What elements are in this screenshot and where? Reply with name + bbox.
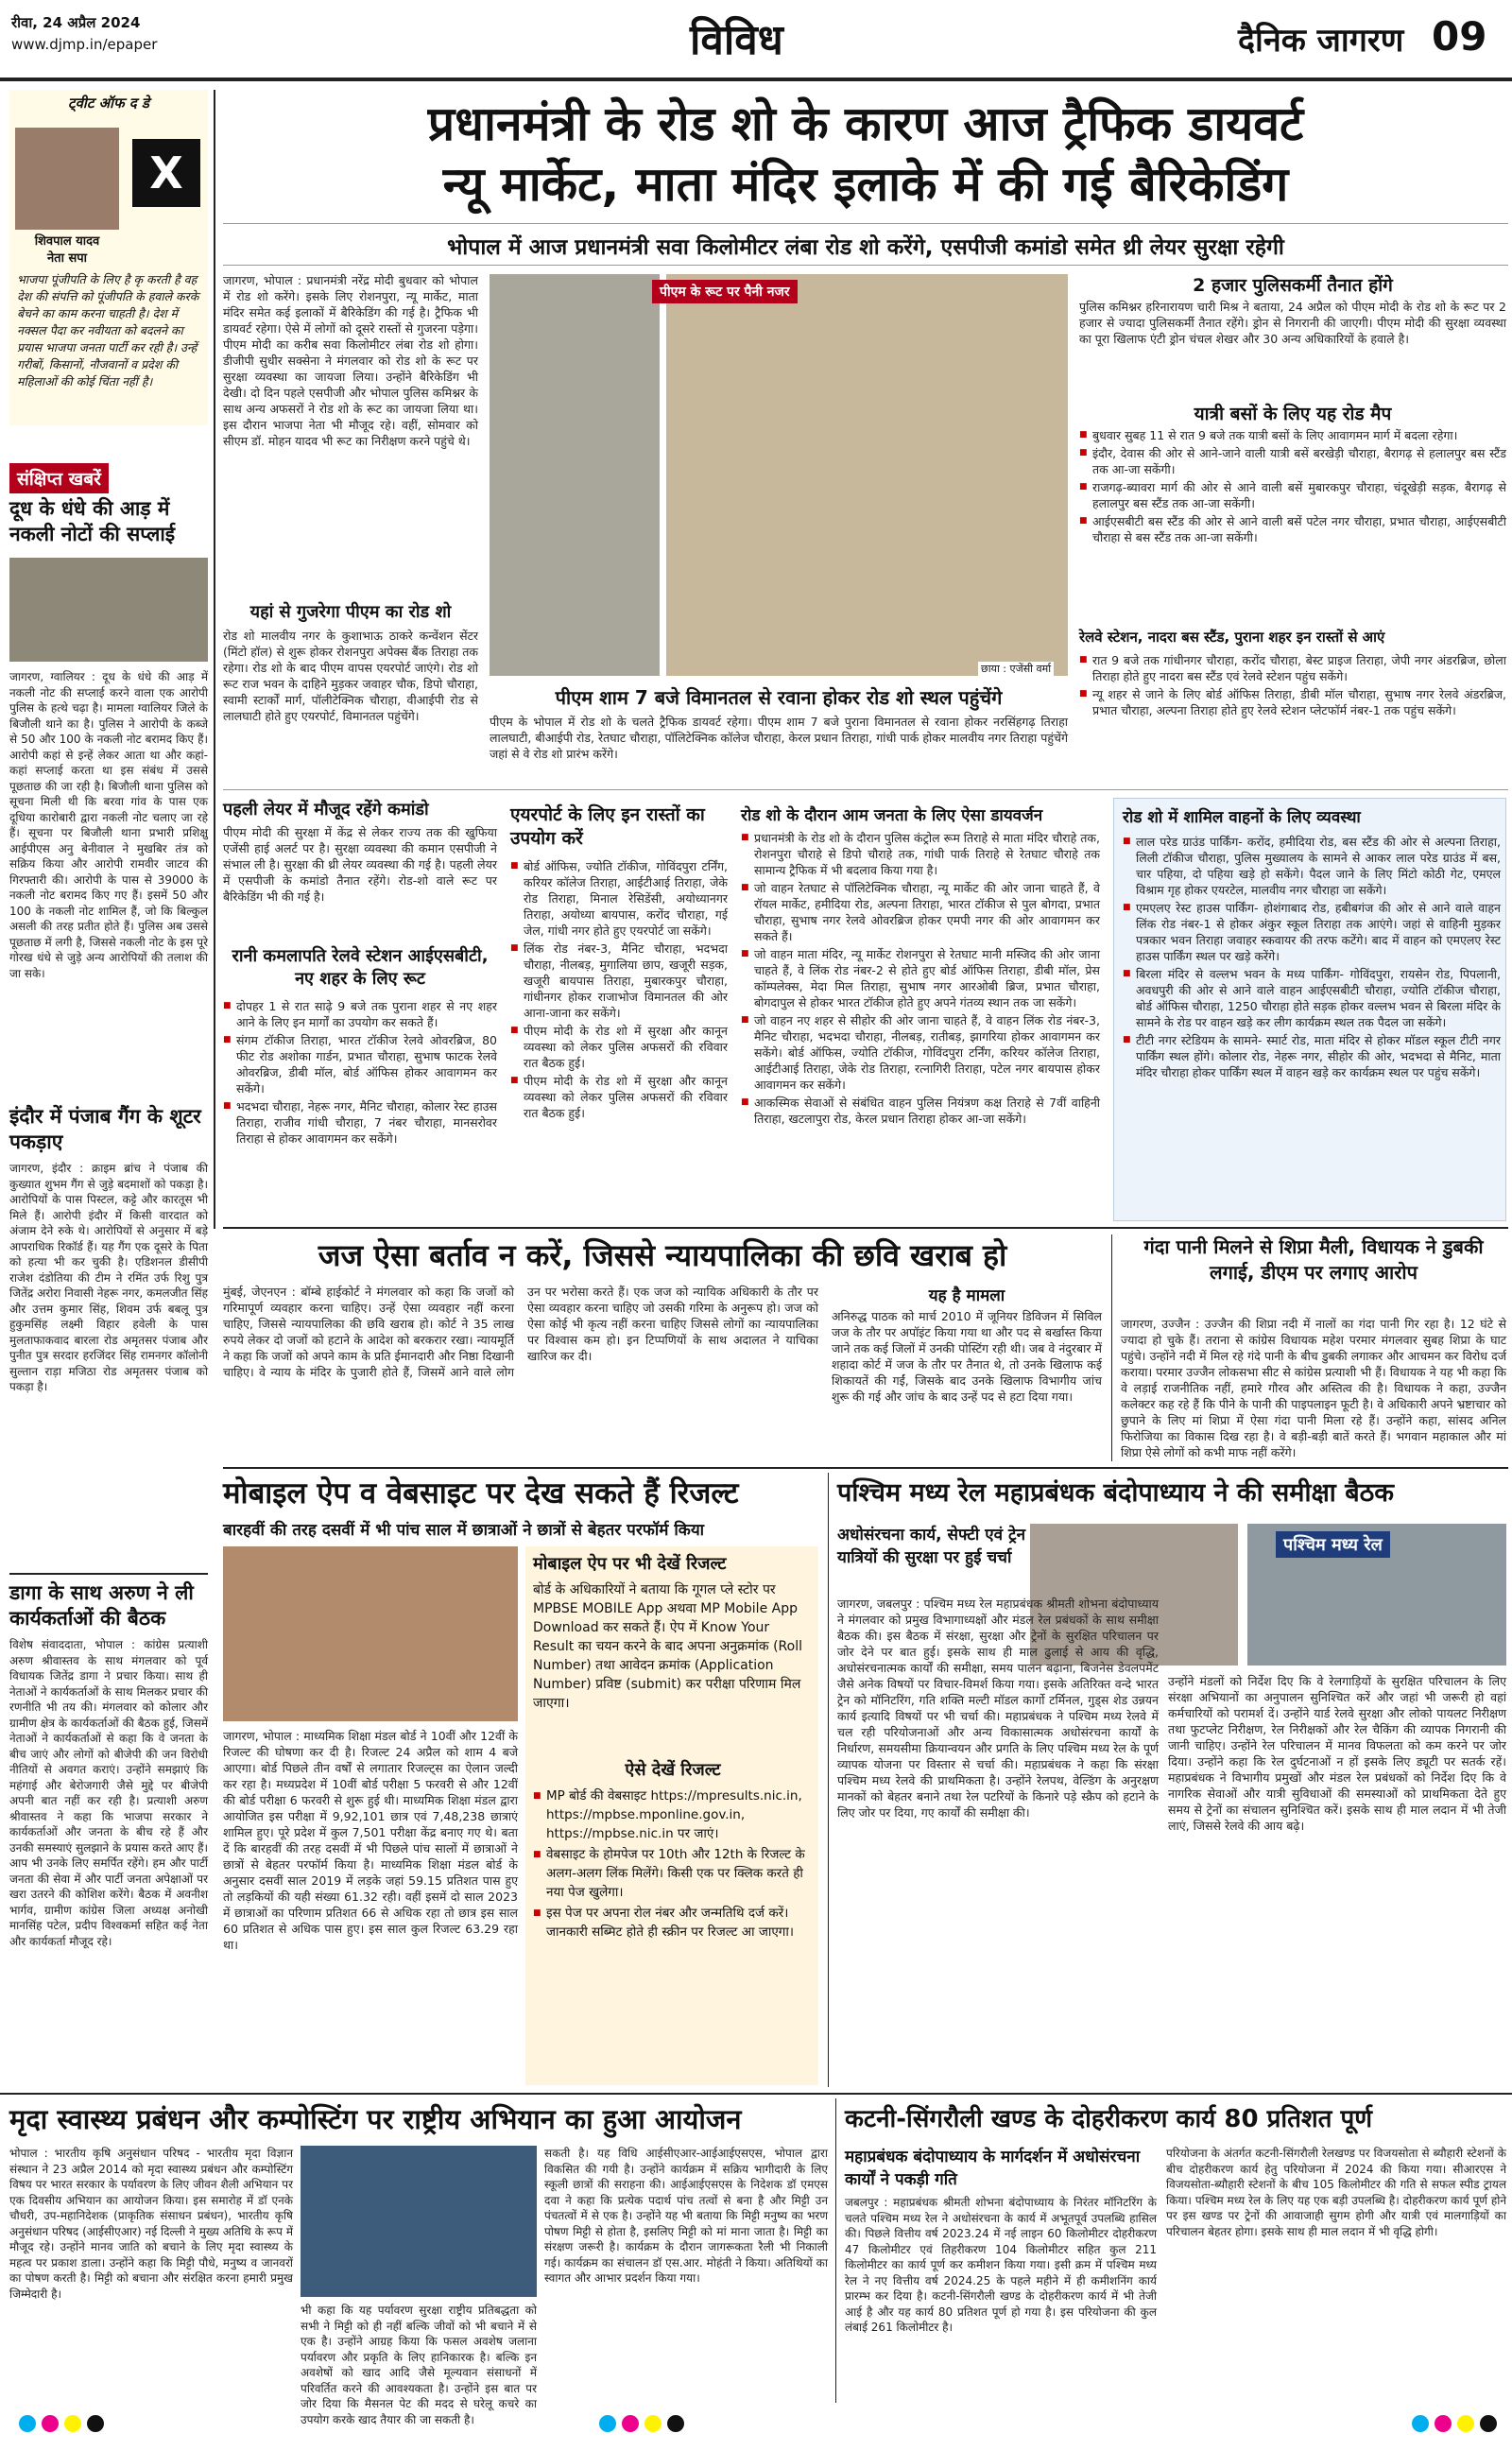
lead-rule xyxy=(223,223,1508,224)
kamla-route-list xyxy=(223,998,497,1217)
vehicle-parking-item: ■ टीटी नगर स्टेडियम के सामने- स्मार्ट रोड, माता मंदिर से होकर मॉडल स्कूल टीटी नगर पार्किंग स्थल होंगे। कोलार रोड, नेहरू नगर, सीहोर की ओर, भदभदा से मैनिट, माता मंदिर चौराहा होकर पार्किंग स्थल में वाहन खड़े कर कार्यक्रम स्थल पर पहुंच सकेंगे। xyxy=(1123,1032,1501,1080)
rail-route-list xyxy=(1079,652,1506,785)
masthead-url[interactable]: www.djmp.in/epaper xyxy=(11,36,158,53)
airport-heading: एयरपोर्ट के लिए इन रास्तों का उपयोग करें xyxy=(510,804,705,849)
vehicle-parking-item: ■ एमएलए रेस्ट हाउस पार्किंग- होशंगाबाद रोड, हबीबगंज की ओर से आने वाले वाहन लिंक रोड नंबर-1 से होकर अंकुर स्कूल तिराहा तक आएंगे। जहां से वाहिनी मुड़कर पत्रकार भवन तिराहा जवाहर स्कवायर की तरफ कटेंगे। बाद में वाहन को एमएलए रेस्ट हाउस पार्किंग स्थल पर खड़े करेंगे। xyxy=(1123,900,1501,964)
lead-col1-body: जागरण, भोपाल : प्रधानमंत्री नरेंद्र मोदी बुधवार को भोपाल में रोड शो करेंगे। इसके लिए रोशनपुरा, न्यू मार्केट, माता मंदिर समेत कई इलाकों में बैरिकेडिंग की गई है। ट्रैफिक भी डायवर्ट रहेगा। ऐसे में लोगों को दूसरे रास्तों से गुजरना पड़ेगा। पीएम मोदी का करीब सवा किलोमीटर लंबा रोड शो होगा। डीजीपी सुधीर सक्सेना ने मंगलवार को रोड शो के रूट पर सुरक्षा व्यवस्था का जायजा लिया। उन्होंने बैरिकेडिंग भी देखी। दो दिन पहले एसपीजी और भोपाल पुलिस कमिश्नर के साथ अन्य अफसरों ने रोड शो के रूट का जायजा लिया था। इस दौरान भाजपा नेता भी मौजूद रहे। वहीं, सोमवार को सीएम डॉ. मोहन यादव भी रूट का निरीक्षण करने पहुंचे थे। xyxy=(223,273,478,448)
section-name: विविध xyxy=(690,16,783,64)
kamla-route-item: ■ भदभदा चौराहा, नेहरू नगर, मैनिट चौराहा, कोलार रेस्ट हाउस तिराहा, राजीव गांधी चौराहा, 7 नंबर चौराहा, मानसरोवर तिराहा से होकर आवागमन कर सकेंगे। xyxy=(223,1098,497,1147)
public-route-item: ■ प्रधानमंत्री के रोड शो के दौरान पुलिस कंट्रोल रूम तिराहे से माता मंदिर चौराहे तक, रोशनपुरा चौराहे से डिपो चौराहे तक, गांधी पार्क तिराहे से रेतघाट चौराहे तक सामान्य ट्रैफिक में भी बदलाव किया गया है। xyxy=(741,830,1100,878)
lead-photo-right xyxy=(666,274,1068,676)
shipra-headline: गंदा पानी मिलने से शिप्रा मैली, विधायक ने डुबकी लगाई, डीएम पर लगाए आरोप xyxy=(1143,1235,1484,1284)
politician-photo xyxy=(15,128,119,230)
route-body: रोड शो मालवीय नगर के कुशाभाऊ ठाकरे कन्वेंशन सेंटर (मिंटो हॉल) से शुरू होकर रोशनपुरा अपेक्स बैंक तिराहा तक रहेगा। रोड शो के बाद पीएम वापस एयरपोर्ट जाएंगे। रोड शो रूट राज भवन के दाहिने मुड़कर जवाहर चौक, डिपो चौराहा, स्वामी स्टार्कों मार्ग, पॉलीटेक्निक चौराहा, वीआईपी रोड से लालघाटी होते हुए एयरपोर्ट, विमानतल पहुंचेंगे। xyxy=(223,629,478,723)
kamla-route-item: ■ संगम टॉकीज तिराहा, भारत टॉकीज रेलवे ओवरब्रिज, 80 फीट रोड अशोका गार्डन, प्रभात चौराहा, सुभाष फाटक रेलवे ओवरब्रिज, डीबी मॉल, बोर्ड ऑफिस होकर आवागमन कर सकेंगे। xyxy=(223,1032,497,1096)
lead-rule-2 xyxy=(223,265,1508,266)
registration-dot xyxy=(64,2415,81,2432)
public-route-list xyxy=(741,830,1100,1217)
masthead-rule xyxy=(0,78,1512,81)
mobile-deck: बारहवीं की तरह दसवीं में भी पांच साल में छात्राओं ने छात्रों से बेहतर परफॉर्म किया xyxy=(223,1521,705,1540)
katni-subhead: महाप्रबंधक बंदोपाध्याय के मार्गदर्शन में अधोसंरचना कार्यों ने पकड़ी गति xyxy=(845,2148,1141,2189)
registration-dot xyxy=(42,2415,59,2432)
tweet-author-role: नेता सपा xyxy=(46,251,88,266)
judiciary-body: मुंबई, जेएनएन : बॉम्बे हाईकोर्ट ने मंगलवार को कहा कि जजों को गरिमापूर्ण व्यवहार करना चाहिए। उन्हें ऐसा व्यवहार नहीं करना चाहिए, जिससे न्यायपालिका की छवि खराब हो। कोर्ट ने 35 लाख रुपये लेकर दो जजों को हटाने के आदेश को बरकरार रखा। न्यायमूर्ति ने कहा कि जजों को अपने काम के प्रति ईमानदारी और निष्ठा दिखानी चाहिए। वे न्याय के मंदिर के पुजारी होते हैं, जिसमें आने वाले लोग उन पर भरोसा करते हैं। एक जज को न्यायिक अधिकारी के तौर पर ऐसा व्यवहार करना चाहिए जो उसकी गरिमा के अनुरूप हो। जज को ऐसा कोई भी कृत्य नहीं करना चाहिए जिससे लोगों का न्यायपालिका पर विश्वास कम हो। इन टिप्पणियों के साथ अदालत ने याचिका खारिज कर दी। xyxy=(223,1285,818,1379)
mobile-rail-divider xyxy=(828,1473,829,2087)
lead-headline-2: न्यू मार्केट, माता मंदिर इलाके में की गई बैरिकेडिंग xyxy=(442,157,1289,212)
tweet-text: भाजपा पूंजीपति के लिए है कृ करती है वह देश की संपत्ति को पूंजीपति के हवाले करके बेचने का काम करना चाहती है। देश में नक्सल पैदा कर नवीयता को बदलने का प्रयास भाजपा जनता पार्टी कर रही है। उन्हें गरीबों, किसानों, नौजवानों व प्रदेश की महिलाओं की कोई चिंता नहीं है। xyxy=(17,272,199,388)
bus-route-item: ■ राजगढ़-ब्यावरा मार्ग की ओर से आने वाली बसें मुबारकपुर चौराहा, चंदूखेड़ी सड़क, बैरागढ़ से हलालपुर बस स्टैंड तक आ-जा सकेंगी। xyxy=(1079,479,1506,511)
lead-photo-left xyxy=(490,274,660,676)
railgm-banner: पश्चिम मध्य रेल xyxy=(1276,1531,1390,1558)
how-to-item: ■ इस पेज पर अपना रोल नंबर और जन्मतिथि दर्ज करें। जानकारी सब्मिट होते ही स्क्रीन पर रिजल्ट आ जाएगा। xyxy=(533,1904,813,1942)
bus-route-list xyxy=(1079,427,1506,622)
x-logo-icon: X xyxy=(132,139,200,207)
layer-heading: पहली लेयर में मौजूद रहेंगे कमांडो xyxy=(223,800,429,820)
brand-name: दैनिक जागरण xyxy=(1238,22,1404,60)
police-heading: 2 हजार पुलिसकर्मी तैनात होंगे xyxy=(1193,275,1393,296)
mid-section-rule xyxy=(223,1467,1508,1469)
airport-route-item: ■ लिंक रोड नंबर-3, मैनिट चौराहा, भदभदा चौराहा, नीलबड़, मुगालिया छाप, खजूरी सड़क, खजूरी बायपास तिराहा, मुबारकपुर चौराहा, गांधीनगर होकर राजाभोज विमानतल की ओर आना-जाना कर सकेंगे। xyxy=(510,941,728,1021)
rail-heading: रेलवे स्टेशन, नादरा बस स्टैंड, पुराना शहर इन रास्तों से आएं xyxy=(1079,629,1385,646)
soil-body-2: भी कहा कि यह पर्यावरण सुरक्षा राष्ट्रीय प्रतिबद्धता को सभी ने मिट्टी को ही नहीं बल्कि जीवों को भी बचाने में से एक है। उन्होंने आग्रह किया कि फसल अवशेष जलाना पर्यावरण और प्रकृति के लिए हानिकारक है। बल्कि इन अवशेषों को खाद आदि जैसे मूल्यवान संसाधनों में परिवर्तित करने की आवश्यकता है। उन्होंने इस बात पर जोर दिया कि मैसनल पेट की मदद से घरेलू कचरे का उपयोग करके खाद तैयार की जा सकती है। xyxy=(301,2304,537,2426)
lower-section-rule xyxy=(0,2093,1512,2095)
bus-route-item: ■ आईएसबीटी बस स्टैंड की ओर से आने वाली बसें पटेल नगर चौराहा, प्रभात चौराहा, आईएसबीटी चौराहा से बस स्टैंड तक आ-जा सकेंगी। xyxy=(1079,513,1506,545)
mobile-headline: मोबाइल ऐप व वेबसाइट पर देख सकते हैं रिजल्ट xyxy=(223,1476,739,1510)
photo-credit: छाया : एजेंसी वर्मा xyxy=(978,662,1054,676)
vehicle-parking-item: ■ लाल परेड ग्राउंड पार्किंग- करोंद, हमीदिया रोड, बस स्टैंड की ओर से अल्पना तिराहा, लिली टॉकीज चौराहा, पुलिस मुख्यालय के सामने से आकर लाल परेड ग्राउंड में बस, चार पहिया, दो पहिया खड़े हो सकेंगे। पैदल जाने के लिए मिंटो कोठी गेट, एमएल विश्राम गृह होकर एयरटेल, मालवीय नगर चौराहा जा सकेंगे। xyxy=(1123,834,1501,898)
fake-notes-photo xyxy=(9,558,208,662)
brief-1-body: जागरण, ग्वालियर : दूध के धंधे की आड़ में नकली नोट की सप्लाई करने वाला एक आरोपी पुलिस के हत्थे चढ़ा है। मामला ग्वालियर जिले के बिजौली थाने का है। पुलिस ने आरोपी के कब्जे से 50 और 100 के नकली नोट बरामद किए हैं। आरोपी कहां से इन्हें लेकर आता था और कहां-कहां सप्लाई करता था इस संबंध में उससे पूछताछ की जा रही है। बिजौली थाना पुलिस को सूचना मिली थी कि बरवा गांव के पास एक दूधिया कारोबारी द्वारा नकली नोट चलाए जा रहे हैं। सूचना पर बिजौली थाना प्रभारी प्रशिक्षु आईपीएस अनु बेनीवाल ने मुखबिर तंत्र को सक्रिय किया और आरोपी रामवीर जाटव की गिरफ्तारी की। आरोपी के पास से 39000 के नकली नोट बरामद किए गए हैं। इसमें 50 और 100 के नकली नोट शामिल हैं, जो कि बिल्कुल असली की तरह प्रतीत होते हैं। पुलिस अब उससे पूछताछ में लगी है, जिससे नकली नोट के इस पूरे गोरख धंधे से जुड़े अन्य आरोपियों की तलाश की जा सके। xyxy=(9,670,208,980)
registration-dot xyxy=(1480,2415,1497,2432)
how-to-list xyxy=(533,1786,813,2080)
vehicle-heading: रोड शो में शामिल वाहनों के लिए व्यवस्था xyxy=(1123,808,1361,827)
vehicle-parking-item: ■ बिरला मंदिर से वल्लभ भवन के मध्य पार्किंग- गोविंदपुरा, रायसेन रोड, पिपलानी, अवधपुरी की ओर से आने वाले वाहन आईएसबीटी चौराहा, ज्योति टॉकीज चौराहा, बोर्ड ऑफिस चौराहा, 1250 चौराहा होते सड़क होकर वल्लभ भवन से बिरला मंदिर के सामने के रोड पर वाहन खड़े कर लीग कार्यक्रम स्थल तक पैदल जा सकेंगे। xyxy=(1123,966,1501,1030)
registration-dot xyxy=(667,2415,684,2432)
bus-heading: यात्री बसों के लिए यह रोड मैप xyxy=(1194,404,1392,424)
soil-body-3: सकती है। यह विधि आईसीएआर-आईआईएसएस, भोपाल द्वारा विकसित की गयी है। उन्होंने कार्यक्रम में सक्रिय भागीदारी के लिए स्कूली छात्रों की सराहना की। आईआईएसएस के निदेशक डॉ एमएस दवा ने कहा कि प्रत्येक पदार्थ पांच तत्वों से बना है और मिट्टी उन पंचतत्वों में से एक है। उन्होंने यह भी बताया कि मिट्टी मनुष्य का भरण पोषण मिट्टी से होता है, इसलिए मिट्टी को मां माना जाता है। मिट्टी का संरक्षण जरूरी है। कार्यक्रम के दौरान जागरूकता रैली भी निकाली गई। कार्यक्रम का संचालन डॉ एस.आर. मोहंती ने किया। अतिथियों का स्वागत और आभार प्रदर्शन किया गया। xyxy=(544,2147,828,2285)
katni-body-2: परियोजना के अंतर्गत कटनी-सिंगरौली रेलखण्ड पर विजयसोता से ब्यौहारी स्टेशनों के बीच दोहरीकरण कार्य हेतु परियोजना में 2024 की किया गया। सीआरएस ने विजयसोता-ब्यौहारी स्टेशनों के बीच 105 किलोमीटर की गति से सफल स्पीड ट्रायल किया। पश्चिम मध्य रेल के लिए यह एक बड़ी उपलब्धि है। दोहरीकरण कार्य पूर्ण होने पर इस खण्ड पर ट्रेनों की आवाजाही सुगम होगी और यात्री एवं मालगाड़ियों का परिचालन बेहतर होगा। इसके साथ ही माल लदान में भी वृद्धि होगी। xyxy=(1166,2147,1506,2238)
layer-body: पीएम मोदी की सुरक्षा में केंद्र से लेकर राज्य तक की खुफिया एजेंसी हाई अलर्ट पर है। सुरक्षा व्यवस्था की कमान एसपीजी ने संभाल ली है। सुरक्षा की थ्री लेयर व्यवस्था की गई है। पहली लेयर में एसपीजी के कमांडो तैनात रहेंगे। रोड-शो वाले रूट पर बैरिकेडिंग भी की गई है। xyxy=(223,825,497,904)
registration-dot xyxy=(1457,2415,1474,2432)
brief-1-title: दूध के धंधे की आड़ में नकली नोटों की सप्लाई xyxy=(9,497,176,545)
registration-dot xyxy=(644,2415,662,2432)
kamla-heading: रानी कमलापति रेलवे स्टेशन आईएसबीटी, नए शहर के लिए रूट xyxy=(232,946,489,989)
public-route-item: ■ जो वाहन नए शहर से सीहोर की ओर जाना चाहते हैं, वे वाहन लिंक रोड नंबर-3, मैनिट चौराहा, भदभदा चौराहा, नीलबड़, रातीबड़, झागरिया होकर आवागमन कर सकेंगे। बोर्ड ऑफिस, ज्योति टॉकीज, गोविंदपुरा टर्निंग, करियर कॉलेज तिराहा, आईटीआई तिराहा, जेके रोड तिराहा, रत्नागिरी तिराहा, पटेल नगर बायपास होकर आवागमन कर सकेंगे। xyxy=(741,1012,1100,1093)
route-heading: यहां से गुजरेगा पीएम का रोड शो xyxy=(249,602,452,622)
soil-headline: मृदा स्वास्थ्य प्रबंधन और कम्पोस्टिंग पर राष्ट्रीय अभियान का हुआ आयोजन xyxy=(9,2103,742,2135)
registration-dot xyxy=(1412,2415,1429,2432)
brief-label: संक्षिप्त खबरें xyxy=(9,463,109,493)
page-masthead xyxy=(0,0,1512,78)
registration-dot xyxy=(1435,2415,1452,2432)
mobile-box-heading: मोबाइल ऐप पर भी देखें रिजल्ट xyxy=(533,1554,727,1574)
registration-dot xyxy=(599,2415,616,2432)
mobile-body: जागरण, भोपाल : माध्यमिक शिक्षा मंडल बोर्ड ने 10वीं और 12वीं के रिजल्ट की घोषणा कर दी है। रिजल्ट 24 अप्रैल को शाम 4 बजे आएगा। बोर्ड पिछले तीन वर्षों से लगातार रिजल्ट्स का ऐलान जल्दी कर रहा है। मध्यप्रदेश में 10वीं बोर्ड परीक्षा 5 फरवरी से और 12वीं की बोर्ड परीक्षा 6 फरवरी से शुरू हुई थी। माध्यमिक शिक्षा मंडल द्वारा आयोजित इस परीक्षा में 9,92,101 छात्र एवं 7,48,238 छात्राएं शामिल हुए। पूरे प्रदेश में कुल 7,501 परीक्षा केंद्र बनाए गए थे। बता दें कि बारहवीं की तरह दसवीं में भी पिछले पांच सालों में छात्राओं ने छात्रों से बेहतर परफॉर्म किया है। माध्यमिक शिक्षा मंडल बोर्ड के अनुसार दसवीं साल 2019 में लड़के जहां 59.15 प्रतिशत पास हुए तो लड़कियों की यही संख्या 61.32 रही। वहीं इसमें दो साल 2023 में छात्राओं का परिणाम प्रतिशत 66 से अधिक रहा तो छात्र इस साल 60 प्रतिशत से अधिक पास हुए। इस साल कुल रिजल्ट 63.29 रहा था। xyxy=(223,1729,518,1952)
registration-dot xyxy=(19,2415,36,2432)
bus-route-item: ■ इंदौर, देवास की ओर से आने-जाने वाली यात्री बसें बरखेड़ी चौराहा, बैरागढ़ से हलालपुर बस स्टैंड तक आ-जा सकेंगी। xyxy=(1079,445,1506,477)
police-body: पुलिस कमिश्नर हरिनारायण चारी मिश्र ने बताया, 24 अप्रैल को पीएम मोदी के रोड शो के रूट पर 2 हजार से ज्यादा पुलिसकर्मी तैनात रहेंगे। ड्रोन से निगरानी की जाएगी। पीएम मोदी की सुरक्षा व्यवस्था का पूरा खिलाफ एंटी ड्रोन चंचल शेखर और 30 अन्य अधिकारियों के हवाले है। xyxy=(1079,300,1506,346)
brief-2-title: इंदौर में पंजाब गैंग के शूटर पकड़ाए xyxy=(9,1105,201,1153)
judiciary-sub-body: अनिरुद्ध पाठक को मार्च 2010 में जूनियर डिविजन में सिविल जज के तौर पर अपॉइंट किया गया था और पद से बर्खास्त किया जाने तक कई जिलों में उनकी पोस्टिंग रही थी। जब वे नंदुरबार में शहादा कोर्ट में जज के तौर पर तैनात थे, तो उनके खिलाफ कई शिकायतें की गईं, जिसके बाद उनके खिलाफ विभागीय जांच शुरू की गई और जांच के बाद उन्हें पद से हटा दिया गया। xyxy=(832,1309,1102,1404)
public-route-item: ■ आकस्मिक सेवाओं से संबंधित वाहन पुलिस नियंत्रण कक्ष तिराहे से 7वीं वाहिनी तिराहा, खटलापुरा रोड, केरल प्रधान तिराहा होकर आ-जा सकेंगे। xyxy=(741,1095,1100,1127)
registration-dot xyxy=(87,2415,104,2432)
bus-route-item: ■ बुधवार सुबह 11 से रात 9 बजे तक यात्री बसों के लिए आवागमन मार्ग में बदला रहेगा। xyxy=(1079,427,1506,443)
public-heading: रोड शो के दौरान आम जनता के लिए ऐसा डायवर्जन xyxy=(741,806,1043,825)
public-route-item: ■ जो वाहन रेतघाट से पॉलिटेक्निक चौराहा, न्यू मार्केट की ओर जाना चाहते हैं, वे रॉयल मार्केट, हमीदिया रोड, अल्पना तिराहा, भारत टॉकीज से पुल बोगदा, प्रभात चौराहा, सुभाष नगर रेलवे ओवरब्रिज होकर एमपी नगर की ओर आवागमन कर सकते हैं। xyxy=(741,880,1100,944)
railgm-body-2: उन्होंने मंडलों को निर्देश दिए कि वे रेलगाड़ियों के सुरक्षित परिचालन के लिए संरक्षा अभियानों का अनुपालन सुनिश्चित करें और जहां भी जरूरी हो वहां कर्मचारियों को परामर्श दें। उन्होंने यार्ड रेलवे सुरक्षा और लोको पायलट निरीक्षण तथा फुटप्लेट निरीक्षण, रेल निरीक्षकों और रेल चैकिंग की व्यापक निगरानी की जानी चाहिए। उन्होंने रेल परिचालन में मानव विफलता को कम करने पर जोर दिया। उन्होंने कहा कि रेल दुर्घटनाओं न हों इसके लिए ड्यूटी पर सतर्क रहें। महाप्रबंधक ने विभागीय प्रमुखों और मंडल रेल प्रबंधकों को निर्देश दिए कि वे नागरिक सेवाओं और यात्री सुविधाओं की समस्याओं को प्राथमिकता देते हुए समय से ट्रेनों का संचालन सुनिश्चित करें। इसके साथ ही माल लदान में भी तेजी लाएं, जिससे रेलवे की आय बढ़े। xyxy=(1168,1674,1506,1833)
masthead-date: रीवा, 24 अप्रैल 2024 xyxy=(11,14,141,31)
photo-tag: पीएम के रूट पर पैनी नजर xyxy=(652,280,798,303)
judiciary-headline: जज ऐसा बर्ताव न करें, जिससे न्यायपालिका की छवि खराब हो xyxy=(318,1237,1007,1273)
registration-dot xyxy=(622,2415,639,2432)
katni-headline: कटनी-सिंगरौली खण्ड के दोहरीकरण कार्य 80 प्रतिशत पूर्ण xyxy=(845,2105,1373,2133)
tweet-box xyxy=(9,90,208,425)
board-building-photo xyxy=(223,1546,518,1721)
how-to-item: ■ MP बोर्ड की वेबसाइट https://mpresults.nic.in, https://mpbse.mponline.gov.in, https://mpbse.nic.in पर जाएं। xyxy=(533,1786,813,1843)
soil-event-photo xyxy=(301,2146,537,2297)
shipra-body: जागरण, उज्जैन : उज्जैन की शिप्रा नदी में नालों का गंदा पानी गिर रहा है। 12 घंटे से ज्यादा हो चुके हैं। तराना से कांग्रेस विधायक महेश परमार मंगलवार सुबह शिप्रा के घाट पहुंचे। उन्होंने नदी में मिल रहे गंदे पानी के बीच डुबकी लगाकर और आचमन कर विरोध दर्ज कराया। परमार उज्जैन लोकसभा सीट से कांग्रेस प्रत्याशी भी हैं। विधायक ने यह भी कहा कि वे लड़ाई राजनीतिक नहीं, हमारे गौरव और अस्तित्व की है। विधायक ने कहा, उज्जैन कलेक्टर कह रहे हैं कि पीने के पानी की पाइपलाइन फूटी है। वे अधिकारी अपने भ्रष्टाचार को छुपाने के लिए मां शिप्रा में ऐसा गंदा पानी मिला रहे हैं। उन्होंने कहा, सांसद अनिल फिरोजिया का विकास दिख रहा है। वे बड़ी-बड़ी बातें करते हैं। भगवान महाकाल और मां शिप्रा ऐसे लोगों को कभी माफ नहीं करेंगे। xyxy=(1121,1317,1506,1459)
lead-deck: भोपाल में आज प्रधानमंत्री सवा किलोमीटर लंबा रोड शो करेंगे, एसपीजी कमांडो समेत थ्री लेयर सुरक्षा रहेगी xyxy=(447,235,1284,260)
airport-route-item: ■ पीएम मोदी के रोड शो में सुरक्षा और कानून व्यवस्था को लेकर पुलिस अफसरों की रविवार रात बैठक हुई। xyxy=(510,1023,728,1071)
lead-bottom-rule xyxy=(223,1227,1508,1229)
public-route-item: ■ जो वाहन माता मंदिर, न्यू मार्केट रोशनपुरा से रेतघाट मानी मस्जिद की ओर जाना चाहते हैं, वे लिंक रोड नंबर-2 से होते हुए बोर्ड ऑफिस तिराहा, डीबी मॉल, प्रेस कॉम्पलेक्स, मेदा मिल तिराहा, सुभाष नगर आरओबी ब्रिज, प्रभात चौराहा, बोगदापुल से होकर भारत टॉकीज होते हुए अपने गंतव्य स्थान तक जा सकेंगे। xyxy=(741,946,1100,1010)
left-column-divider xyxy=(214,90,215,1229)
lead-mid-rule xyxy=(223,789,1508,790)
railgm-body: जागरण, जबलपुर : पश्चिम मध्य रेल महाप्रबंधक श्रीमती शोभना बंदोपाध्याय ने मंगलवार को प्रमुख विभागाध्यक्षों और मंडल रेल प्रबंधकों के साथ समीक्षा बैठक की। इस बैठक में संरक्षा, सुरक्षा और ट्रेनों के सुरक्षित परिचालन पर जोर देने पर बात हुई। इसके साथ ही माल ढुलाई से आय की वृद्धि, अधोसंरचनात्मक कार्यों की समीक्षा, समय पालन बढ़ाना, बिजनेस डेवलपमेंट जैसे अनेक विषयों पर विचार-विमर्श किया गया। इसके अतिरिक्त वन्दे भारत ट्रेन को मॉनिटरिंग, गति शक्ति मल्टी मॉडल कार्गो टर्मिनल, गुड्स शेड उन्नयन कार्य इत्यादि विषयों पर भी चर्चा की। महाप्रबंधक ने पश्चिम मध्य रेलवे में चल रही परियोजनाओं और अन्य विकासात्मक अधोसंरचना कार्यों के निर्धारण, समयसीमा क्रियान्वयन और प्रगति के लिए पश्चिम मध्य रेल के पूर्ण व्यापक योजना पर विस्तार से चर्चा की। महाप्रबंधक ने कहा कि संरक्षा पश्चिम मध्य रेलवे की प्राथमिकता है। उन्होंने रेलपथ, वेल्डिंग के अनुरक्षण मानकों को बेहतर बनाने तथा रेल पटरियों के किनारे पड़े स्क्रैप को हटाने के लिए जोर पर दिया, गए कार्यों की समीक्षा की। xyxy=(837,1597,1159,1820)
rail-route-item: ■ न्यू शहर से जाने के लिए बोर्ड ऑफिस तिराहा, डीबी मॉल चौराहा, सुभाष नगर रेलवे अंडरब्रिज, प्रभात चौराहा, अल्पना तिराहा होते हुए रेलवे स्टेशन प्लेटफॉर्म नंबर-1 तक पहुंच सकेंगे। xyxy=(1079,686,1506,718)
mobile-box-body: बोर्ड के अधिकारियों ने बताया कि गूगल प्ले स्टोर पर MPBSE MOBILE App अथवा MP Mobile App Download कर सकते हैं। ऐप में Know Your Result का चयन करने के बाद अपना अनुक्रमांक (Roll Number) तथा आवेदन क्रमांक (Application Number) प्रविष्ट (submit) कर परीक्षा परिणाम मिल जाएगा। xyxy=(533,1582,802,1711)
page-number: 09 xyxy=(1432,13,1487,60)
railgm-subhead: अधोसंरचना कार्य, सेफ्टी एवं ट्रेन यात्रियों की सुरक्षा पर हुई चर्चा xyxy=(837,1526,1026,1567)
railgm-headline: पश्चिम मध्य रेल महाप्रबंधक बंदोपाध्याय ने की समीक्षा बैठक xyxy=(837,1478,1395,1508)
rail-route-item: ■ रात 9 बजे तक गांधीनगर चौराहा, करोंद चौराहा, बेस्ट प्राइज तिराहा, जेपी नगर अंडरब्रिज, छोला तिराहा होते हुए नादरा बस स्टैंड एवं रेलवे स्टेशन पहुंच सकेंगे। xyxy=(1079,652,1506,684)
lead-headline-1: प्रधानमंत्री के रोड शो के कारण आज ट्रैफिक डायवर्ट xyxy=(427,96,1304,151)
tweet-heading: ट्वीट ऑफ द डे xyxy=(68,95,149,112)
tweet-author-name: शिवपाल यादव xyxy=(34,234,100,249)
soil-body: भोपाल : भारतीय कृषि अनुसंधान परिषद - भारतीय मृदा विज्ञान संस्थान ने 23 अप्रैल 2014 को मृदा स्वास्थ्य प्रबंधन और कम्पोस्टिंग विषय पर भारत सरकार के पर्यावरण के लिए जीवन शैली अभियान पर एक दिवसीय अभियान का आयोजन किया। इस समारोह में डॉ एनके चौधरी, उप-महानिदेशक (प्राकृतिक संसाधन प्रबंधन), भारतीय कृषि अनुसंधान परिषद (आईसीएआर) नई दिल्ली ने मुख्य अतिथि के रूप में मौजूद रहे। उन्होंने मानव जाति को बचाने के लिए मृदा स्वास्थ्य के महत्व पर प्रकाश डाला। उन्होंने कहा कि मिट्टी पौधे, मनुष्य व जानवरों का पोषण करती है। मिट्टी को बचाना और संरक्षित करना हमारी प्रमुख जिम्मेदारी है। xyxy=(9,2147,293,2301)
photo-caption: पीएम शाम 7 बजे विमानतल से रवाना होकर रोड शो स्थल पहुंचेंगे xyxy=(555,686,1003,709)
soil-katni-divider xyxy=(835,2098,836,2403)
airport-route-item: ■ पीएम मोदी के रोड शो में सुरक्षा और कानून व्यवस्था को लेकर पुलिस अफसरों की रविवार रात बैठक हुई। xyxy=(510,1073,728,1121)
photo-caption-body: पीएम के भोपाल में रोड शो के चलते ट्रैफिक डायवर्ट रहेगा। पीएम शाम 7 बजे पुराना विमानतल से रवाना होकर नरसिंहगढ़ तिराहा लालघाटी, बीआईपी रोड, रेतघाट चौराहा, पॉलिटेक्निक कॉलेज चौराहा, केरल प्रधान तिराहा, गांधी पार्क होकर मालवीय नगर तिराहा पहुंचेंगे जहां से वे रोड शो प्रारंभ करेंगे। xyxy=(490,715,1068,761)
judiciary-subhead: यह है मामला xyxy=(928,1286,1005,1305)
how-to-item: ■ वेबसाइट के होमपेज पर 10th और 12th के रिजल्ट के अलग-अलग लिंक मिलेंगे। किसी एक पर क्लिक करते ही नया पेज खुलेगा। xyxy=(533,1845,813,1902)
vehicle-parking-list xyxy=(1123,834,1501,1216)
brief-divider xyxy=(9,1573,208,1575)
brief-3-title: डागा के साथ अरुण ने ली कार्यकर्ताओं की बैठक xyxy=(9,1581,194,1630)
airport-route-list xyxy=(510,858,728,1217)
kamla-route-item: ■ दोपहर 1 से रात साढ़े 9 बजे तक पुराना शहर से नए शहर आने के लिए इन मार्गों का उपयोग कर सकते हैं। xyxy=(223,998,497,1030)
brief-3-body: विशेष संवाददाता, भोपाल : कांग्रेस प्रत्याशी अरुण श्रीवास्तव के साथ मंगलवार को पूर्व विधायक जितेंद्र डागा ने प्रचार किया। साथ ही नेताओं ने कार्यकर्ताओं के साथ मिलकर प्रचार की रणनीति भी तय की। मंगलवार को कोलार और ग्रामीण क्षेत्र के कार्यकर्ताओं की बैठक हुई, जिसमें नेताओं ने कार्यकर्ताओं से कहा कि वे जनता के बीच जाएं और लोगों को बीजेपी की जन विरोधी नीतियों से अवगत कराएं। उन्होंने समझाएं कि महंगाई और बेरोजगारी जैसे मुद्दे पर बीजेपी अपनी बात नहीं कर रही है। प्रत्याशी अरुण श्रीवास्तव ने कहा कि भाजपा सरकार ने कार्यकर्ताओं और जनता के बीच रहे हैं और उनकी समस्याएं सुलझाने के प्रयास करते आए हैं। आप भी उनके लिए समर्पित रहेंगे। हम और पार्टी जनता की सेवा में और पार्टी जनता अपेक्षाओं पर खरा उतरने की कोशिश करेंगे। बैठक में अवनीश भार्गव, ग्रामीण कांग्रेस जिला अध्यक्ष अनोखी मानसिंह पटेल, प्रदीप विश्वकर्मा सहित कई नेता और कार्यकर्ता मौजूद रहे। xyxy=(9,1638,208,1948)
brief-2-body: जागरण, इंदौर : क्राइम ब्रांच ने पंजाब की कुख्यात शुभम गैंग से जुड़े बदमाशों को पकड़ा है। आरोपियों के पास पिस्टल, कट्टे और कारतूस भी मिले हैं। आरोपी इंदौर में किसी वारदात को अंजाम देने रुके थे। आरोपियों से अनुसार में बड़े आपराधिक रिकॉर्ड हैं। यह गैंग एक दूसरे के पिता को हत्या भी कर चुकी है। एडिशनल डीसीपी राजेश दंडोतिया की टीम ने रमिंत उर्फ रिशु पुत्र जितेंद्र अरोरा निवासी नेहरू नगर, कमलजीत सिंह और उत्तम कुमार सिंह, शिवम उर्फ बबलू पुत्र हुकुमसिंह लक्ष्मी विहार हवेली के पास मुलताफाकवाद बारला रोड अमृतसर पंजाब और पुनीत पुत्र सरदार हरजिंदर सिंह रामनगर कॉलोनी सुल्तान राड़ा मजिठा रोड अमृतसर पंजाब को पकड़ा है। xyxy=(9,1162,208,1393)
airport-route-item: ■ बोर्ड ऑफिस, ज्योति टॉकीज, गोविंदपुरा टर्निंग, करियर कॉलेज तिराहा, आईटीआई तिराहा, जेके रोड तिराहा, मिनाल रेसिडेंसी, अयोध्यानगर तिराहा, अयोध्या बायपास, करोंद चौराहा, गई जेल, गांधी नगर होते हुए एयरपोर्ट जा सकेंगे। xyxy=(510,858,728,939)
how-to-heading: ऐसे देखें रिजल्ट xyxy=(625,1760,721,1780)
katni-body: जबलपुर : महाप्रबंधक श्रीमती शोभना बंदोपाध्याय के निरंतर मॉनिटरिंग के चलते पश्चिम मध्य रेल ने अधोसंरचना के कार्य में अभूतपूर्व उपलब्धि हासिल की। पिछले वित्तीय वर्ष 2023.24 में नई लाइन 60 किलोमीटर दोहरीकरण 47 किलोमीटर एवं तिहरीकरण 104 किलोमीटर सहित कुल 211 किलोमीटर का कार्य पूर्ण कर कमीशन किया गया। इसी क्रम में पश्चिम मध्य रेल ने नए वित्तीय वर्ष 2024.25 के पहले महीने में ही कमीशनिंग कार्य प्रारम्भ कर दिया है। कटनी-सिंगरौली खण्ड के दोहरीकरण कार्य में भी तेजी आई है और यह कार्य 80 प्रतिशत पूर्ण हो गया है। इस परियोजना की कुल लंबाई 261 किलोमीटर है। xyxy=(845,2196,1157,2334)
judiciary-shipra-divider xyxy=(1111,1234,1112,1461)
